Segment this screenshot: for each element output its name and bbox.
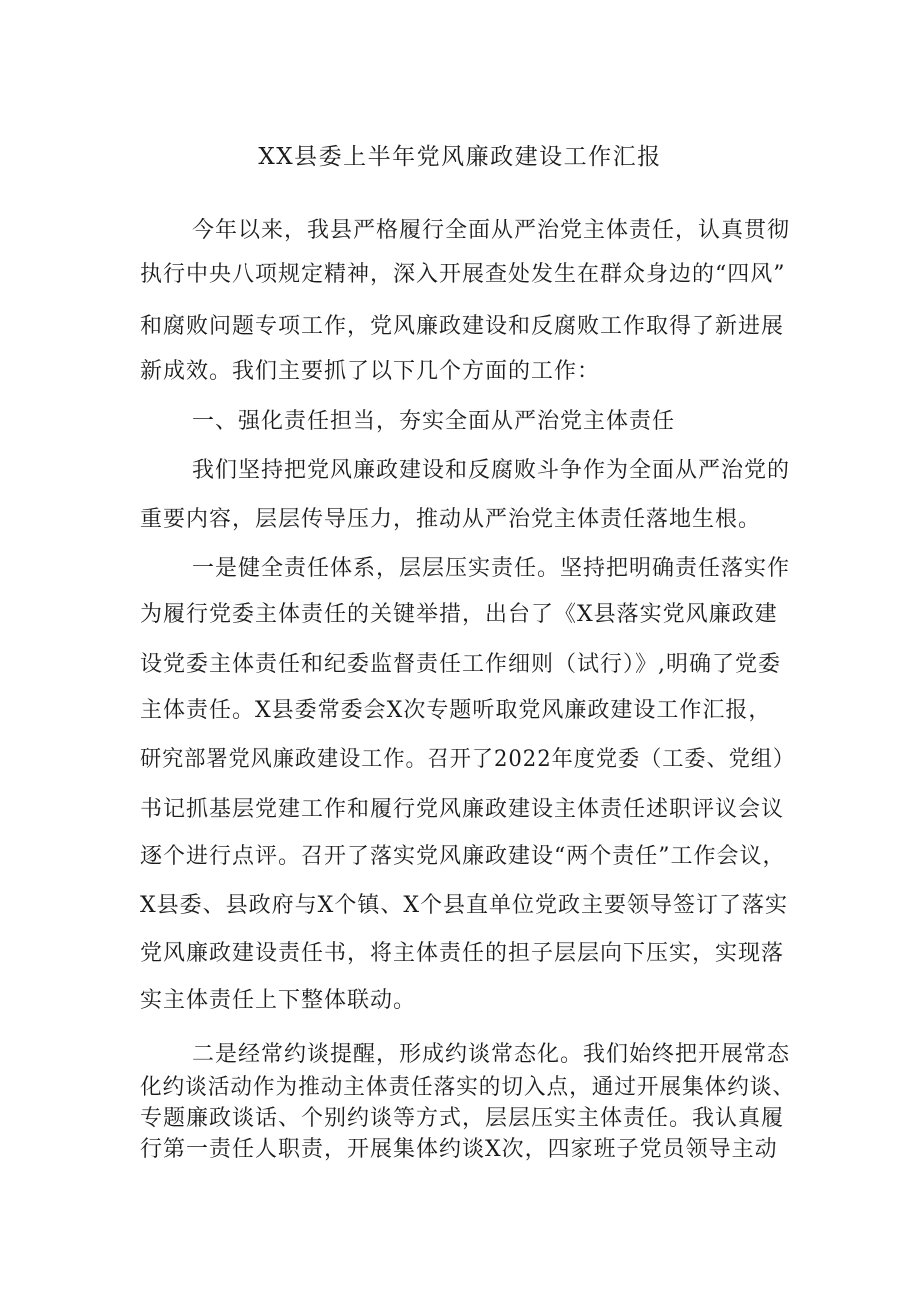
paragraph-3-line-9: 党风廉政建设责任书，将主体责任的担子层层向下压实，实现落 bbox=[140, 941, 785, 966]
paragraph-3-line-5: 研究部署党风廉政建设工作。召开了2022年度党委（工委、党组） bbox=[140, 747, 795, 772]
paragraph-3-line-1: 一是健全责任体系，层层压实责任。坚持把明确责任落实作 bbox=[192, 556, 791, 581]
paragraph-3-line-10: 实主体责任上下整体联动。 bbox=[140, 988, 417, 1013]
paragraph-1-line-4: 新成效。我们主要抓了以下几个方面的工作： bbox=[140, 359, 601, 384]
paragraph-3-line-2: 为履行党委主体责任的关键举措，出台了《X县落实党风廉政建 bbox=[140, 602, 778, 627]
paragraph-4-line-4: 行第一责任人职责，开展集体约谈X次，四家班子党员领导主动 bbox=[140, 1137, 778, 1162]
paragraph-2-line-1: 我们坚持把党风廉政建设和反腐败斗争作为全面从严治党的 bbox=[192, 458, 791, 483]
document-title: XX县委上半年党风廉政建设工作汇报 bbox=[258, 144, 662, 170]
paragraph-4-line-1: 二是经常约谈提醒，形成约谈常态化。我们始终把开展常态 bbox=[192, 1042, 791, 1067]
paragraph-1-line-2: 执行中央八项规定精神，深入开展查处发生在群众身边的“四风” bbox=[140, 262, 786, 287]
paragraph-3-line-6: 书记抓基层党建工作和履行党风廉政建设主体责任述职评议会议 bbox=[140, 797, 785, 822]
paragraph-2-line-2: 重要内容，层层传导压力，推动从严治党主体责任落地生根。 bbox=[140, 507, 762, 532]
paragraph-4-line-2: 化约谈活动作为推动主体责任落实的切入点，通过开展集体约谈、 bbox=[140, 1075, 796, 1100]
paragraph-3-line-4: 主体责任。X县委常委会X次专题听取党风廉政建设工作汇报， bbox=[140, 698, 772, 723]
paragraph-1-line-3: 和腐败问题专项工作，党风廉政建设和反腐败工作取得了新进展 bbox=[140, 314, 785, 339]
paragraph-3-line-7: 逐个进行点评。召开了落实党风廉政建设“两个责任”工作会议， bbox=[140, 844, 786, 869]
section-heading: 一、强化责任担当，夯实全面从严治党主体责任 bbox=[192, 409, 676, 434]
paragraph-3-line-3: 设党委主体责任和纪委监督责任工作细则（试行）》,明确了党委 bbox=[140, 652, 781, 677]
paragraph-1-line-1: 今年以来，我县严格履行全面从严治党主体责任，认真贯彻 bbox=[192, 218, 791, 243]
paragraph-4-line-3: 专题廉政谈话、个别约谈等方式，层层压实主体责任。我认真履 bbox=[140, 1106, 785, 1131]
paragraph-3-line-8: X县委、县政府与X个镇、X个县直单位党政主要领导签订了落实 bbox=[140, 893, 788, 918]
